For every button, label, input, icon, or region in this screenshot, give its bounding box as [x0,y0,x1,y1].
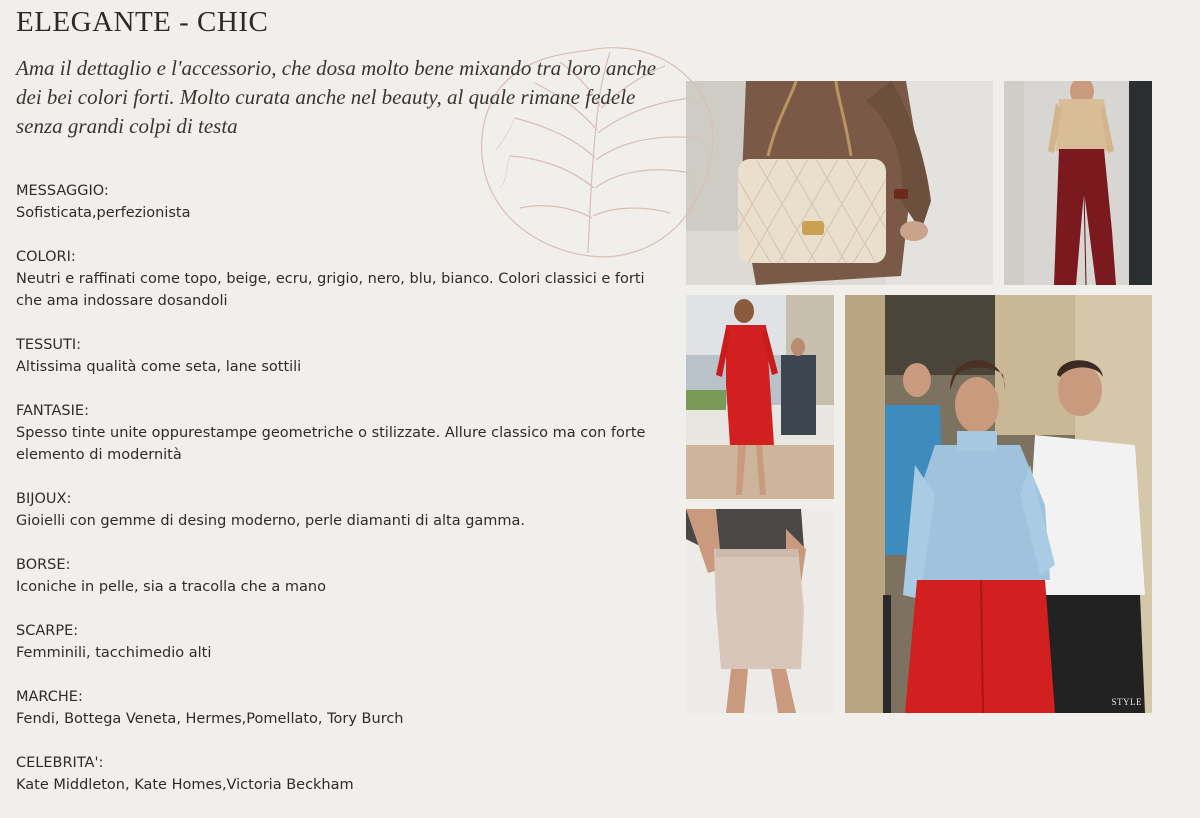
section-label: SCARPE: [16,623,79,639]
section-label: CELEBRITA': [16,755,104,771]
photo-red-dress [686,295,834,499]
section-text: Altissima qualità come seta, lane sottili [16,359,302,375]
section-text: Spesso tinte unite oppurestampe geometriche o stilizzate. Allure classico ma con forte elemento di modernità [16,425,646,463]
section-celebrita [16,752,666,796]
section-text: Iconiche in pelle, sia a tracolla che a mano [16,579,326,595]
section-bijoux [16,488,666,532]
profile-sections [16,180,666,818]
section-label: MESSAGGIO: [16,183,109,199]
photo-watermark: STYLE [1111,697,1142,707]
section-label: MARCHE: [16,689,83,705]
page-subtitle: Ama il dettaglio e l'accessorio, che dosa molto bene mixando tra loro anche dei bei colori forti. Molto curata anche nel beauty, al quale rimane fedele senza grandi colpi di testa [16,56,657,138]
photo-burgundy-trousers [1004,81,1152,285]
section-marche [16,686,666,730]
photo-quilted-handbag [686,81,993,285]
section-label: COLORI: [16,249,76,265]
section-tessuti [16,334,666,378]
section-text: Neutri e raffinati come topo, beige, ecru, grigio, nero, blu, bianco. Colori classici e forti che ama indossare dosandoli [16,271,645,309]
section-borse [16,554,666,598]
photo-pencil-skirt [686,509,834,713]
page-title: ELEGANTE - CHIC [16,6,269,38]
section-label: BORSE: [16,557,71,573]
photo-blue-blouse-red-trousers [845,295,1152,713]
section-text: Sofisticata,perfezionista [16,205,191,221]
section-scarpe [16,620,666,664]
section-label: TESSUTI: [16,337,82,353]
section-text: Gioielli con gemme di desing moderno, perle diamanti di alta gamma. [16,513,526,529]
section-label: BIJOUX: [16,491,72,507]
section-text: Kate Middleton, Kate Homes,Victoria Beckham [16,777,354,793]
section-text: Femminili, tacchimedio alti [16,645,212,661]
section-text: Fendi, Bottega Veneta, Hermes,Pomellato, Tory Burch [16,711,404,727]
section-fantasie [16,400,666,466]
section-label: FANTASIE: [16,403,89,419]
